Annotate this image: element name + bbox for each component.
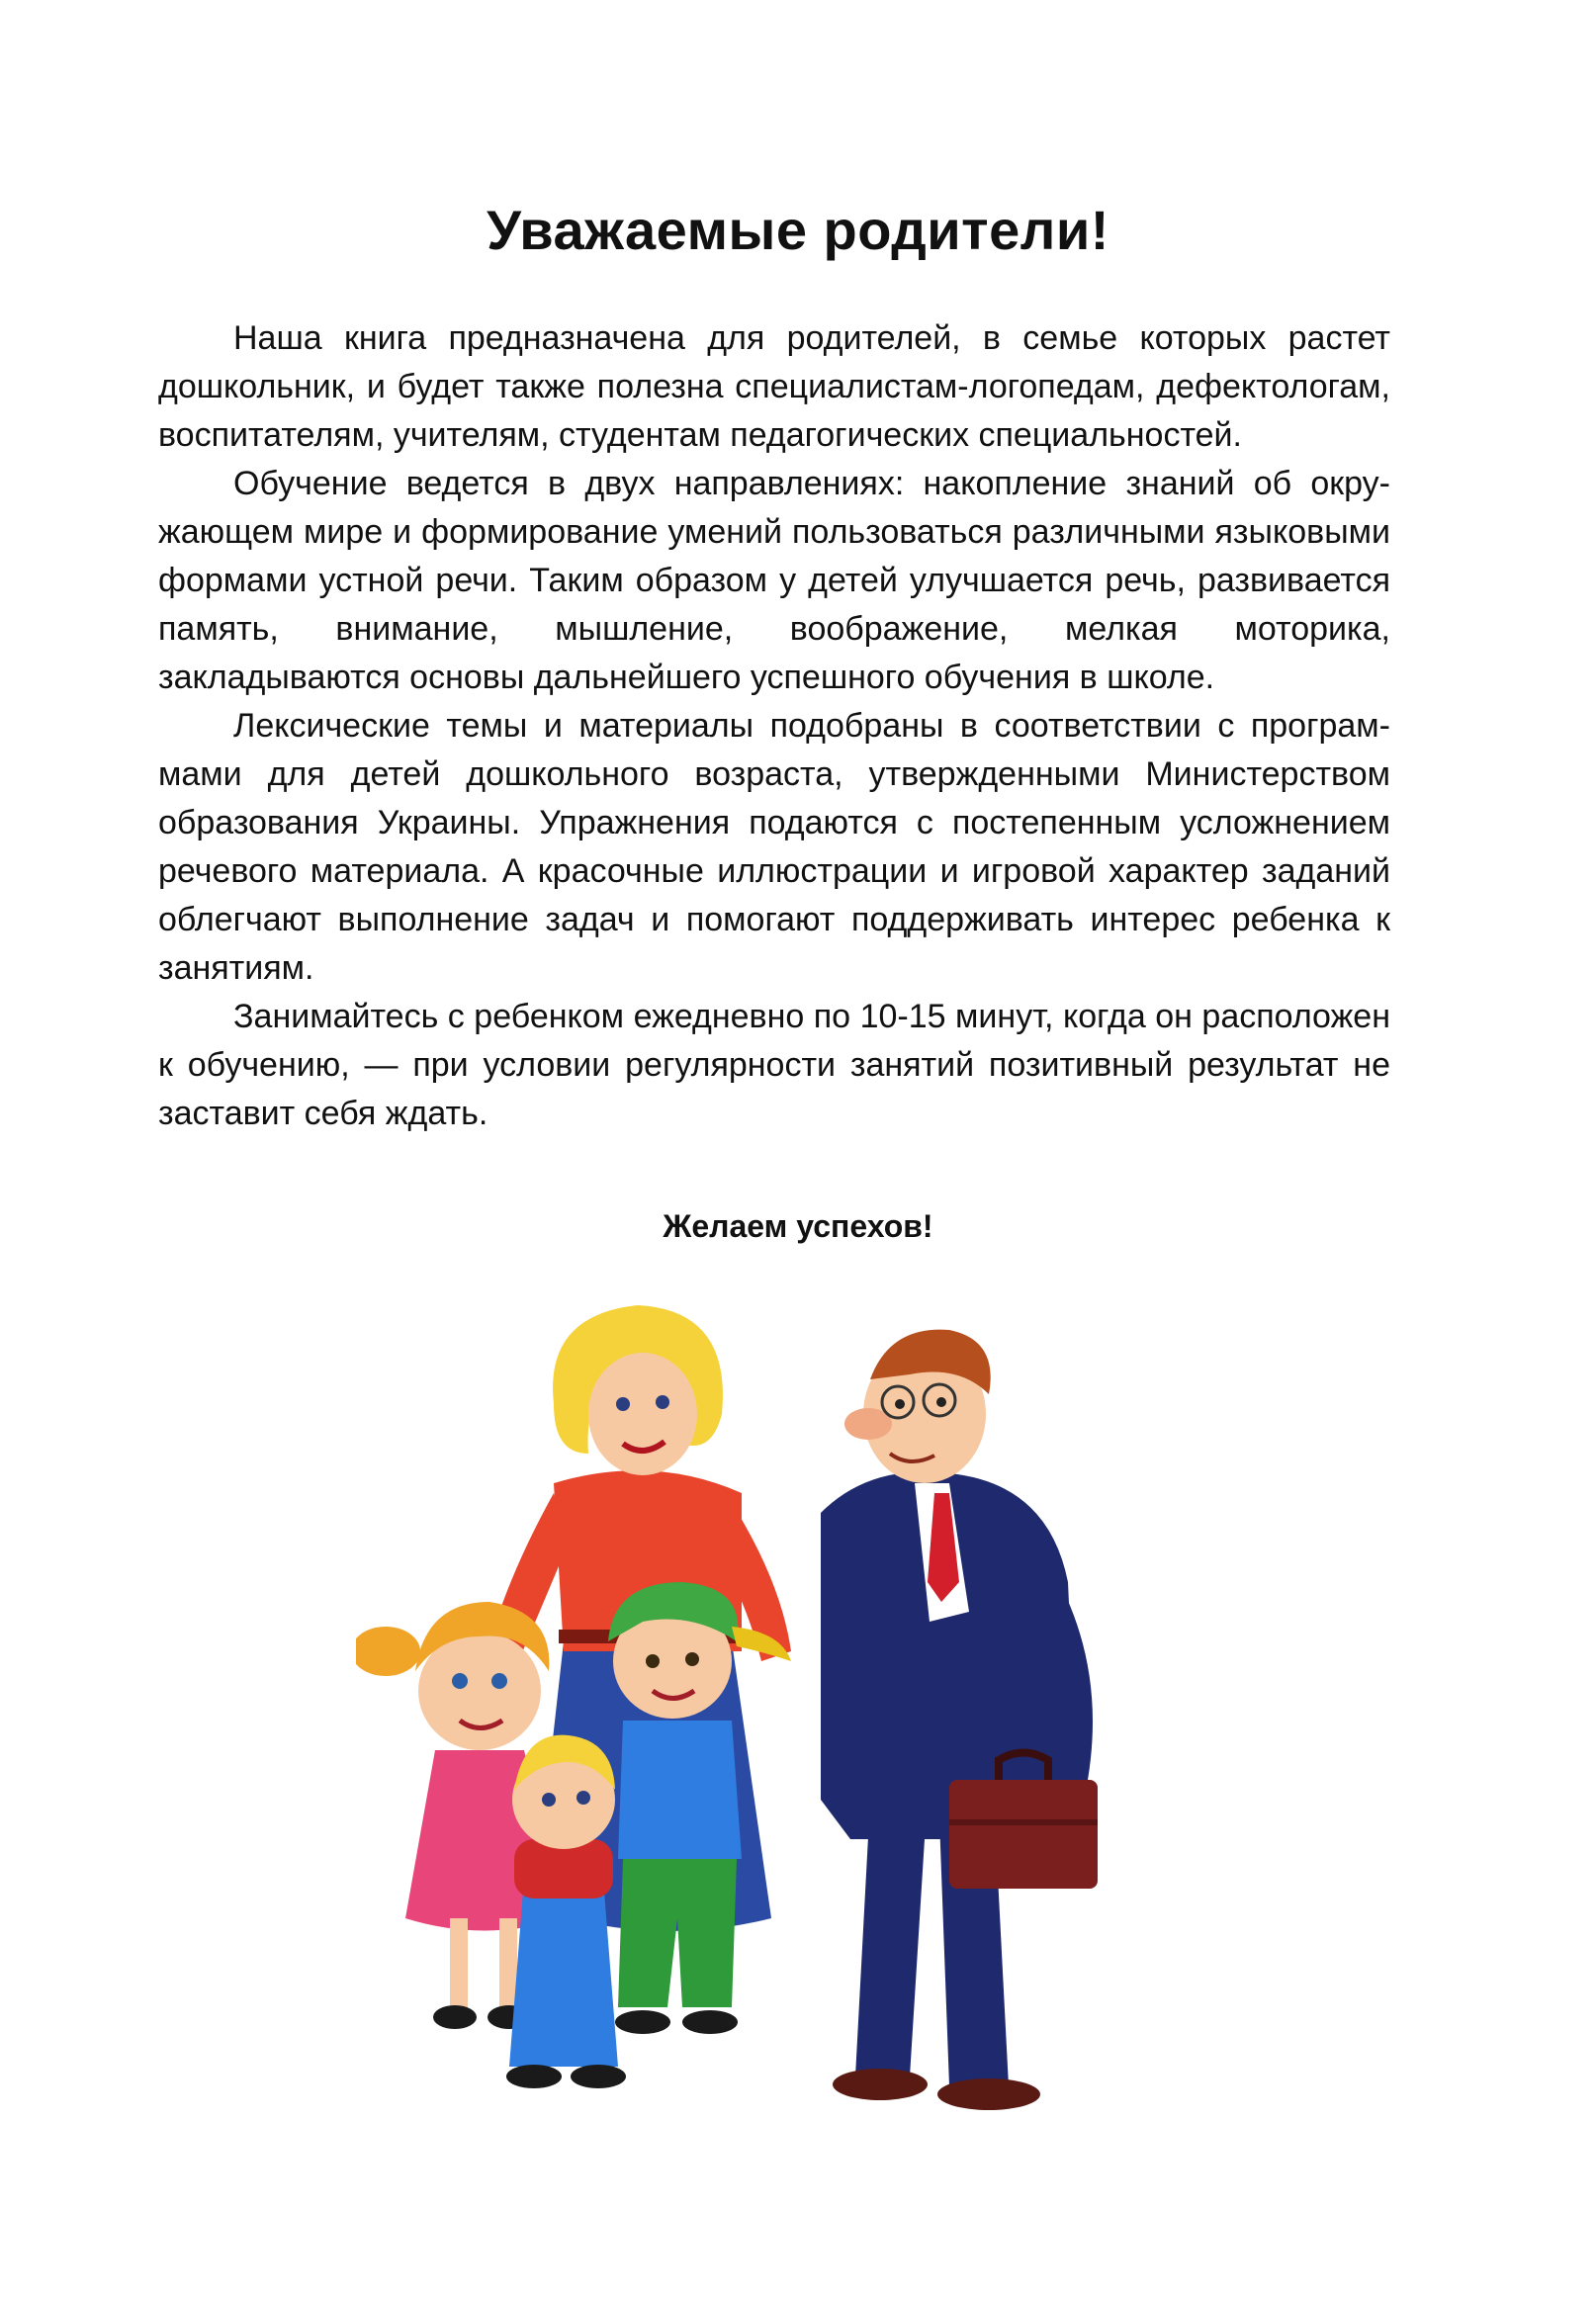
father-figure — [821, 1330, 1098, 2110]
paragraph-intro: Наша книга предназначена для родителей, в семье которых растет дошкольник, и будет также полезна специалистам-логопедам, дефектологам, воспитателям, учителям, студентам педагогических специальностей. — [158, 319, 1390, 454]
page-title: Уважаемые родители! — [487, 199, 1109, 261]
boy-figure — [608, 1582, 791, 2034]
paragraph-topics: Лексические темы и материалы подобраны в соответствии с программами для детей дошкольного возраста, утвержденными Министерством образования Украины. Упражнения подаются с постепенным усложнением речевого материала. А красочные иллюстрации и игровой характер заданий облегчают выполнение задач и помогают поддерживать интерес ребенка к занятиям. — [158, 707, 1390, 987]
body-text — [158, 314, 1390, 1138]
paragraph-directions: Обучение ведется в двух направлениях: накопление знаний об окружающем мире и формирование умений пользоваться различными языковыми формами устной речи. Таким образом у детей улучшается речь, развивается память, внимание, мышление, воображение, мелкая моторика, закладываются основы дальнейшего успешного обучения в школе. — [158, 465, 1390, 696]
closing-wish: Желаем успехов! — [663, 1208, 933, 1244]
family-illustration-icon — [356, 1285, 1226, 2156]
paragraph-advice: Занимайтесь с ребенком ежедневно по 10-15 минут, когда он расположен к обучению, — при условии регулярности занятий позитивный результат не заставит себя ждать. — [158, 998, 1390, 1132]
